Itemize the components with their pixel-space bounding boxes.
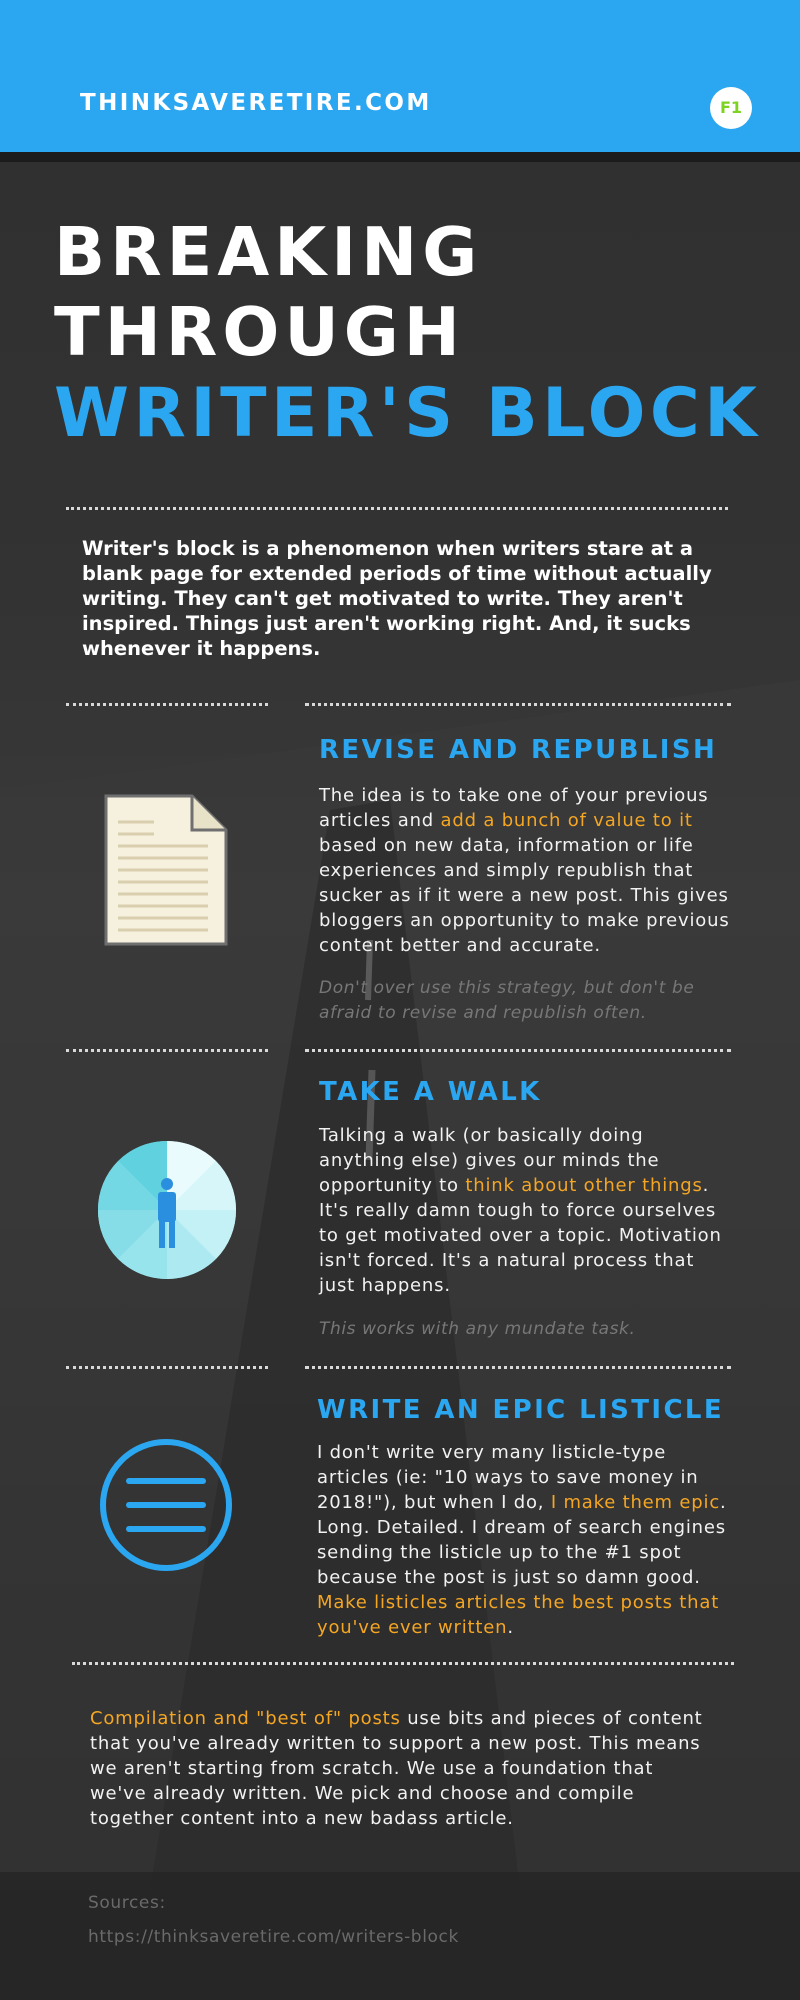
- body-text: use bits and pieces of content that you've already written to support a new post. This means we aren't starting from scratch. We use a foundation that we've already written. We pick and choose and compile together content into a new badass article.: [90, 1708, 703, 1829]
- dotted-divider: [305, 703, 731, 706]
- dotted-divider: [66, 1366, 268, 1369]
- highlight-text: I make them epic: [550, 1492, 721, 1513]
- site-header: [0, 0, 800, 152]
- highlight-text: add a bunch of value to it: [440, 810, 693, 831]
- section-title-revise: REVISE AND REPUBLISH: [319, 735, 718, 765]
- dotted-divider: [305, 1366, 731, 1369]
- section-title-walk: TAKE A WALK: [319, 1077, 542, 1107]
- walking-person-icon: [97, 1140, 237, 1280]
- body-text: . It's really damn tough to force ourselves to get motivated over a topic. Motivation isn't forced. It's a natural process that just happens.: [319, 1175, 722, 1296]
- sources-label: Sources:: [88, 1893, 166, 1913]
- title-line-1: BREAKING: [54, 213, 483, 291]
- sources-link[interactable]: https://thinksaveretire.com/writers-block: [88, 1927, 459, 1947]
- dotted-divider: [66, 1049, 268, 1052]
- document-icon: [104, 794, 228, 946]
- body-text: . Long. Detailed. I dream of search engines sending the listicle up to the #1 spot because the post is just so damn good.: [317, 1492, 727, 1588]
- body-text: I don't write very many listicle-type articles (ie: "10 ways to save money in 2018!"), but when I do,: [317, 1442, 699, 1513]
- f1-badge: F1: [710, 87, 752, 129]
- section-note-walk: This works with any mundate task.: [319, 1319, 636, 1339]
- title-line-2: THROUGH: [54, 293, 465, 371]
- body-text: Talking a walk (or basically doing anything else) gives our minds the opportunity to: [319, 1125, 660, 1196]
- compilation-paragraph: [90, 1706, 710, 1831]
- highlight-text: think about other things: [465, 1175, 703, 1196]
- body-text: The idea is to take one of your previous articles and: [319, 785, 709, 831]
- section-title-listicle: WRITE AN EPIC LISTICLE: [317, 1395, 725, 1425]
- intro-paragraph: Writer's block is a phenomenon when writers stare at a blank page for extended periods of time without actually writing. They can't get motivated to write. They aren't inspired. Things just aren't working right. And, it sucks whenever it happens.: [82, 537, 712, 660]
- dotted-divider: [66, 703, 268, 706]
- site-name[interactable]: THINKSAVERETIRE.COM: [80, 90, 432, 116]
- section-body-listicle: [317, 1440, 731, 1640]
- title-line-3: WRITER'S BLOCK: [54, 374, 762, 453]
- dotted-divider: [66, 507, 728, 510]
- body-text: .: [507, 1617, 514, 1638]
- highlight-text: Make listicles articles the best posts that you've ever written: [317, 1592, 720, 1638]
- section-body-revise: [319, 783, 731, 958]
- highlight-text: Compilation and "best of" posts: [90, 1708, 401, 1729]
- dotted-divider: [305, 1049, 731, 1052]
- body-text: based on new data, information or life experiences and simply republish that sucker as if it were a new post. This gives bloggers an opportunity to make previous content better and accurate.: [319, 835, 730, 956]
- list-menu-icon: [99, 1438, 233, 1572]
- header-divider: [0, 152, 800, 162]
- section-note-revise: Don't over use this strategy, but don't be afraid to revise and republish often.: [319, 978, 695, 1023]
- dotted-divider: [72, 1662, 734, 1665]
- section-body-walk: [319, 1123, 731, 1298]
